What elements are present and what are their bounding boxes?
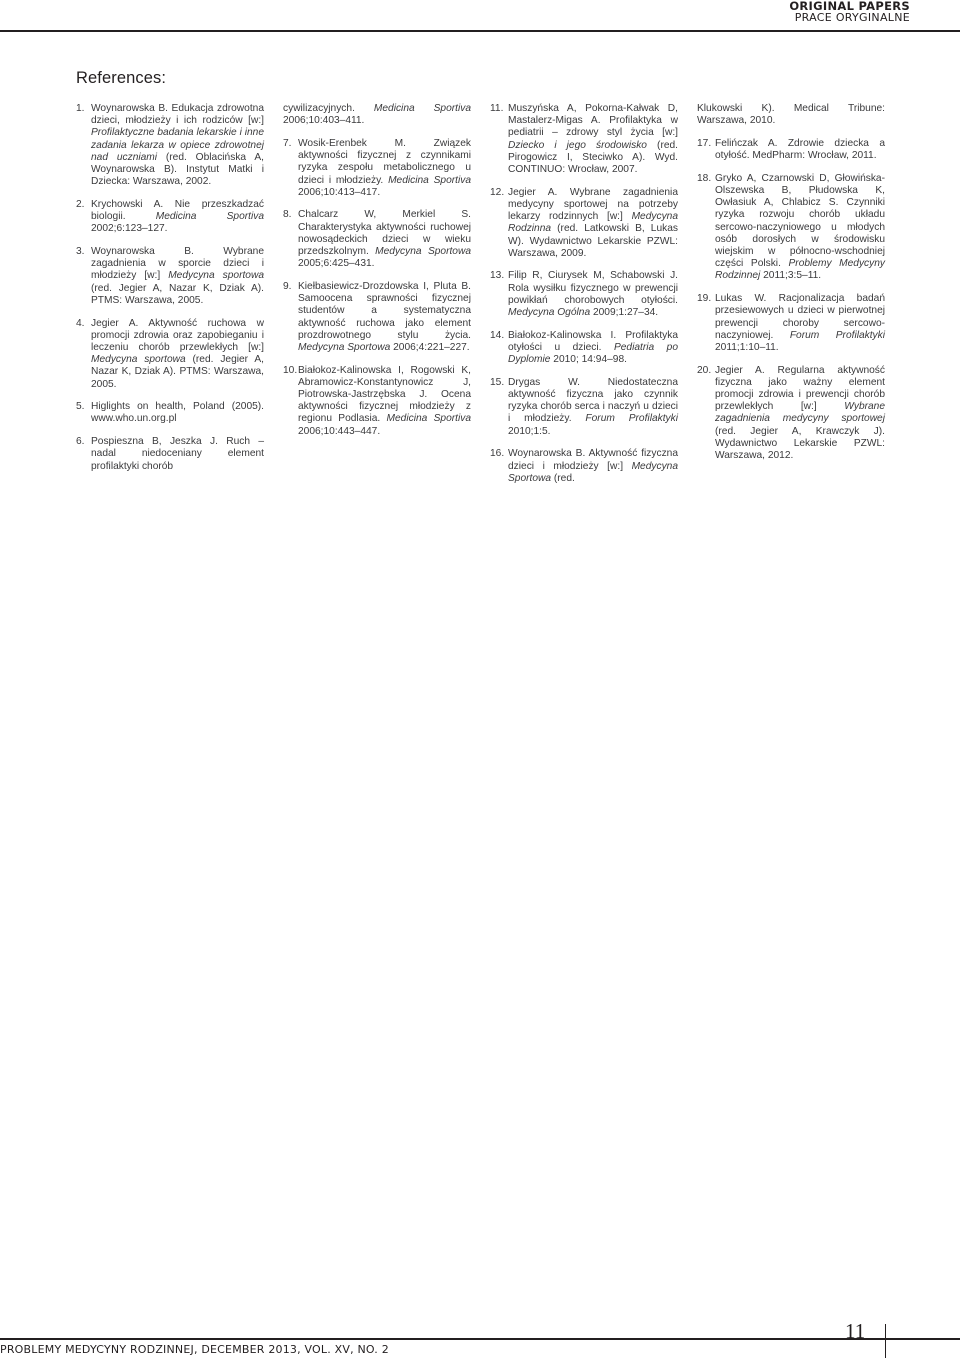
reference-number: 3. [76,246,85,258]
reference-text [508,330,678,367]
reference-source-title: Pediatria po Dyplomie [508,341,678,366]
reference-text-segment: Klukowski K). Medical Tribune: Warszawa, 2010. [697,103,885,127]
reference-entry [490,448,678,485]
reference-number: 11. [490,103,504,114]
reference-number: 8. [283,209,292,221]
references-column-1 [76,103,264,483]
reference-number: 15. [490,376,505,388]
reference-text-segment: Chalcarz W, Merkiel S. Charakterystyka aktywności ruchowej nowosądeckich dzieci w wieku przedszkolnym. [298,209,471,258]
reference-text [91,436,264,473]
reference-entry [283,281,471,354]
reference-source-title: Medycyna Sportowa [298,341,391,353]
reference-source-title: Forum Profilaktyki [789,329,886,341]
reference-number: 5. [76,401,85,413]
reference-number: 10. [283,364,298,376]
reference-text-segment: 2006;10:443–447. [298,425,381,437]
reference-text [508,270,678,319]
reference-text [508,103,678,176]
reference-text-segment: Pospieszna B, Jeszka J. Ruch – nadal niedoceniany element profilaktyki chorób [91,436,264,472]
reference-text-segment: (red. Jegier A, Nazar K, Dziak A). PTMS: Warszawa, 2005. [91,354,264,390]
reference-number: 2. [76,198,85,210]
reference-entry [76,246,264,307]
reference-text-segment: Higlights on health, Poland (2005). www.who.un.org.pl [91,401,264,425]
reference-source-title: Medycyna Rodzinna [508,211,678,235]
reference-text-segment: Woynarowska B. Wybrane zagadnienia w sporcie dzieci i młodzieży [w:] [91,246,264,282]
reference-text-segment: (red. Oblacińska A, Woynarowska B). Instytut Matki i Dziecka: Warszawa, 2002. [91,151,264,188]
reference-text-segment: 2011;3:5–11. [760,270,822,282]
reference-text [283,103,471,127]
reference-text-segment: Białokoz-Kalinowska I, Rogowski K, Abramowicz-Konstantynowicz J, Piotrowska-Jastrzębska J. Ocena aktywności fizycznej młodzieży z regionu Podlasia. [298,364,471,425]
reference-text-segment: Filip R, Ciurysek M, Schabowski J. Rola wysiłku fizycznego w prewencji powikłań chorobowych otyłości. [508,270,678,306]
references-title: References: [76,69,167,87]
reference-text [715,365,885,463]
reference-entry [283,103,471,127]
reference-text-segment: 2005;6:425–431. [298,258,375,270]
reference-entry [490,187,678,260]
reference-source-title: Medycyna Ogólna [508,307,591,319]
reference-text [715,293,885,354]
reference-source-title: Dziecko i jego środowisko [508,139,647,151]
reference-text [91,401,264,425]
reference-text-segment: 2002;6:123–127. [91,223,168,235]
reference-text [697,103,885,127]
reference-text [508,448,678,485]
reference-entry [697,103,885,127]
header-rule [0,30,960,32]
reference-source-title: Forum Profilaktyki [585,413,678,425]
reference-number: 13. [490,270,505,282]
reference-text [91,199,264,236]
reference-text-segment: Jegier A. Regularna aktywność fizyczna jako ważny element promocji zdrowia i prewencji chorób przewlekłych [w:] [715,364,885,413]
reference-entry [697,293,885,354]
reference-text-segment: Lukas W. Racjonalizacja badań przesiewowych u dzieci w pierwotnej prewencji choroby sercowo-naczyniowej. [715,293,885,341]
reference-entry [697,138,885,162]
reference-entry [76,199,264,236]
reference-text-segment: Wosik-Erenbek M. Związek aktywności fizycznej z czynnikami ryzyka zespołu metabolicznego u dzieci i młodzieży. [298,137,471,186]
reference-text-segment: Białokoz-Kalinowska I. Profilaktyka otyłości u dzieci. [508,329,678,353]
reference-entry [490,377,678,438]
reference-text-segment: Woynarowska B. Edukacja zdrowotna dzieci, młodzieży i ich rodziców [w:] [91,103,264,127]
reference-entry [490,270,678,319]
reference-number: 9. [283,280,292,292]
reference-text-segment: 2011;1:10–11. [715,341,779,353]
reference-text-segment: (red. Latkowski B, Lukas W). Wydawnictwo Lekarskie PZWL: Warszawa, 2009. [508,223,678,259]
reference-text [715,173,885,283]
reference-text-segment: 2009;1:27–34. [590,307,659,319]
reference-text-segment: (red. Jegier A, Nazar K, Dziak A). PTMS: Warszawa, 2005. [91,282,264,306]
reference-text [298,209,471,270]
reference-entry [76,318,264,391]
reference-text-segment: 2010;1:5. [508,425,551,437]
reference-text-segment: 2006;4:221–227. [390,341,470,353]
reference-entry [283,365,471,438]
reference-source-title: Medycyna Sportowa [508,460,678,484]
reference-number: 14. [490,329,505,341]
reference-entry [76,401,264,425]
reference-number: 18. [697,172,712,184]
reference-source-title: Medicina Sportiva [155,211,264,223]
reference-text [508,377,678,438]
reference-text-segment: cywilizacyjnych. [283,103,374,114]
reference-number: 4. [76,317,85,329]
page-number-divider [885,1324,886,1358]
reference-text-segment: Gryko A, Czarnowski D, Głowińska-Olszewska B, Płudowska K, Owłasiuk A, Chlabicz S. Czynniki ryzyka rozwoju chorób układu sercowo-naczyniowego u młodych osób dorosłych w środowisku wiejskim w północno-wschodniej części Polski. [715,172,885,270]
reference-text [298,281,471,354]
reference-number: 20. [697,364,712,376]
reference-number: 12. [490,186,505,198]
reference-text [91,246,264,307]
footer-rule [0,1338,960,1340]
reference-entry [76,103,264,188]
reference-source-title: Medicina Sportiva [388,174,471,186]
reference-text [298,138,471,199]
reference-number: 17. [697,137,712,149]
reference-source-title: Profilaktyczne badania lekarskie i inne zadania lekarza w opiece zdrowotnej nad uczniami [91,127,264,163]
reference-text [298,365,471,438]
reference-text-segment: Drygas W. Niedostateczna aktywność fizyczna jako czynnik ryzyka chorób serca i naczyń u dzieci i młodzieży. [508,376,678,425]
reference-text-segment: Krychowski A. Nie przeszkadzać biologii. [91,198,264,223]
reference-source-title: Problemy Medycyny Rodzinnej [715,258,885,282]
reference-text-segment: 2010; 14:94–98. [550,354,627,366]
reference-text-segment: Muszyńska A, Pokorna-Kałwak D, Mastalerz-Migas A. Profilaktyka w pediatrii – zdrowy styl życia [w:] [508,103,678,139]
reference-number: 6. [76,436,85,448]
section-label-polish: PRACE ORYGINALNE [794,11,910,24]
reference-number: 7. [283,137,292,149]
references-column-3 [490,103,678,495]
reference-text-segment: (red. Pirogowicz I, Steciwko A). Wyd. CONTINUO: Wrocław, 2007. [508,139,678,176]
reference-source-title: Medycyna sportowa [91,354,186,366]
reference-text-segment: (red. Jegier A, Krawczyk J). Wydawnictwo Lekarskie PZWL: Warszawa, 2012. [715,425,885,462]
reference-text-segment: Jegier A. Wybrane zagadnienia medycyny sportowej na potrzeby lekarzy rodzinnych [w:] [508,186,678,223]
reference-entry [283,209,471,270]
reference-entry [76,436,264,473]
reference-text-segment: (red. [551,472,575,484]
reference-source-title: Medycyna Sportowa [375,246,471,258]
reference-source-title: Medicina Sportiva [386,413,471,425]
section-label: ORIGINAL PAPERS [789,0,910,13]
reference-entry [490,330,678,367]
reference-entry [697,173,885,283]
reference-text-segment: 2006;10:403–411. [283,115,365,127]
reference-text [91,103,264,188]
reference-text-segment: Jegier A. Aktywność ruchowa w promocji zdrowia oraz zapobieganiu i leczeniu chorób przewlekłych [w:] [91,317,264,353]
reference-text [91,318,264,391]
reference-entry [490,103,678,176]
reference-number: 19. [697,293,712,305]
reference-source-title: Medycyna sportowa [168,270,264,282]
reference-entry [283,138,471,199]
reference-text-segment: Felińczak A. Zdrowie dziecka a otyłość. MedPharm: Wrocław, 2011. [715,137,885,162]
running-header [789,0,910,24]
reference-text [715,138,885,162]
reference-source-title: Wybrane zagadnienia medycyny sportowej [715,401,885,425]
reference-text-segment: Kiełbasiewicz-Drozdowska I, Pluta B. Samoocena sprawności fizycznej studentów a systematyczna aktywność ruchowa jako element prozdrowotnego stylu życia. [298,280,471,341]
reference-entry [697,365,885,463]
reference-text-segment: Woynarowska B. Aktywność fizyczna dzieci i młodzieży [w:] [508,448,678,472]
reference-number: 16. [490,448,505,460]
page-number: 11 [845,1319,866,1343]
references-column-4 [697,103,885,473]
reference-number: 1. [76,103,85,114]
reference-source-title: Medicina Sportiva [373,103,471,114]
references-column-2 [283,103,471,448]
journal-citation: PROBLEMY MEDYCYNY RODZINNEJ, DECEMBER 2013, VOL. XV, NO. 2 [0,1343,389,1356]
reference-text [508,187,678,260]
reference-text-segment: 2006;10:413–417. [298,186,381,198]
